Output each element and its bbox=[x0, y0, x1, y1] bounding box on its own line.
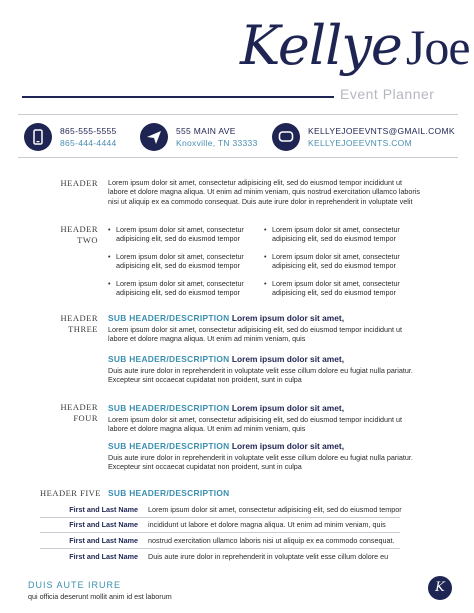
section-header-four-line2: FOUR bbox=[73, 413, 98, 423]
section-one-text: Lorem ipsum dolor sit amet, consectetur adipisicing elit, sed do eiusmod tempor incididunt ut labore et dolore magna aliqua. Ut enim ad minim veniam, quis nostrud exercitation ullamco laboris nisi ut aliquip ex ea commodo consequat. Duis aute irure dolor in reprehenderit in voluptate velit bbox=[108, 178, 421, 206]
reference-text: nostrud exercitation ullamco laboris nisi ut aliquip ex ea commodo consequat. bbox=[148, 536, 395, 545]
send-icon bbox=[140, 123, 168, 151]
phone-primary[interactable]: 865-555-5555 bbox=[60, 126, 117, 136]
monogram-logo bbox=[428, 576, 452, 600]
last-name: Joe bbox=[405, 19, 470, 75]
sub-header-label: SUB HEADER/DESCRIPTION bbox=[108, 488, 230, 498]
list-item: • Lorem ipsum dolor sit amet, consectetur adipisicing elit, sed do eiusmod tempor bbox=[264, 252, 412, 271]
section-header-three-line2: THREE bbox=[68, 324, 98, 334]
contact-address bbox=[140, 121, 270, 153]
sub-header-lead: Lorem ipsum dolor sit amet, bbox=[231, 403, 345, 413]
website-link[interactable]: KELLYEJOEEVNTS.COM bbox=[308, 138, 412, 148]
address-city: Knoxville, TN 33333 bbox=[176, 138, 258, 148]
entry-text: Lorem ipsum dolor sit amet, consectetur adipisicing elit, sed do eiusmod tempor incididunt ut labore et dolore magna aliqua. Ut enim ad minim veniam, quis bbox=[108, 325, 403, 344]
header-rule bbox=[22, 96, 334, 98]
list-item: • Lorem ipsum dolor sit amet, consectetur adipisicing elit, sed do eiusmod tempor bbox=[108, 252, 256, 271]
sub-header bbox=[108, 441, 344, 452]
contact-phone bbox=[24, 121, 154, 153]
section-header-three bbox=[40, 313, 98, 335]
phone-icon bbox=[24, 123, 52, 151]
first-name: Kellye bbox=[240, 14, 402, 77]
address-street: 555 MAIN AVE bbox=[176, 126, 236, 136]
chat-icon bbox=[272, 123, 300, 151]
entry-text: Lorem ipsum dolor sit amet, consectetur adipisicing elit, sed do eiusmod tempor incididunt ut labore et dolore magna aliqua. Ut enim ad minim veniam, quis bbox=[108, 415, 403, 434]
reference-name: First and Last Name bbox=[69, 536, 138, 545]
list-item: • Lorem ipsum dolor sit amet, consectetur adipisicing elit, sed do eiusmod tempor bbox=[264, 279, 412, 298]
entry-text: Duis aute irure dolor in reprehenderit in voluptate velit esse cillum dolore eu fugiat nulla pariatur. Excepteur sint occaecat cupidatat non proident, sunt in culpa bbox=[108, 366, 413, 385]
sub-header bbox=[108, 313, 344, 324]
list-item: • Lorem ipsum dolor sit amet, consectetur adipisicing elit, sed do eiusmod tempor bbox=[108, 279, 256, 298]
resume-name bbox=[240, 14, 470, 77]
footer-title: DUIS AUTE IRURE bbox=[28, 580, 122, 590]
section-header-two bbox=[40, 224, 98, 246]
sub-header-label: SUB HEADER/DESCRIPTION bbox=[108, 403, 230, 413]
sub-header-label: SUB HEADER/DESCRIPTION bbox=[108, 354, 230, 364]
section-header-one: HEADER bbox=[60, 178, 98, 188]
section-header-five: HEADER FIVE bbox=[40, 488, 101, 498]
sub-header-lead: Lorem ipsum dolor sit amet, bbox=[231, 313, 345, 323]
list-item: • Lorem ipsum dolor sit amet, consectetur adipisicing elit, sed do eiusmod tempor bbox=[108, 225, 256, 244]
sub-header-lead: Lorem ipsum dolor sit amet, bbox=[231, 354, 345, 364]
sub-header bbox=[108, 488, 230, 499]
entry-text: Duis aute irure dolor in reprehenderit in voluptate velit esse cillum dolore eu fugiat nulla pariatur. Excepteur sint occaecat cupidatat non proident, sunt in culpa bbox=[108, 453, 413, 472]
list-item: • Lorem ipsum dolor sit amet, consectetur adipisicing elit, sed do eiusmod tempor bbox=[264, 225, 412, 244]
reference-text: Lorem ipsum dolor sit amet, consectetur adipisicing elit, sed do eiusmod tempor bbox=[148, 505, 402, 514]
reference-name: First and Last Name bbox=[69, 552, 138, 561]
divider bbox=[40, 532, 400, 533]
reference-name: First and Last Name bbox=[69, 520, 138, 529]
reference-name: First and Last Name bbox=[69, 505, 138, 514]
sub-header-label: SUB HEADER/DESCRIPTION bbox=[108, 441, 230, 451]
contact-bar bbox=[18, 114, 458, 158]
sub-header bbox=[108, 354, 344, 365]
footer-text: qui officia deserunt mollit anim id est laborum bbox=[28, 592, 172, 601]
section-header-four-line1: HEADER bbox=[60, 402, 98, 412]
phone-secondary[interactable]: 865-444-4444 bbox=[60, 138, 117, 148]
email-link[interactable]: KELLYEJOEEVNTS@GMAIL.COMK bbox=[308, 126, 455, 136]
sub-header-lead: Lorem ipsum dolor sit amet, bbox=[231, 441, 345, 451]
divider bbox=[40, 517, 400, 518]
sub-header bbox=[108, 403, 344, 414]
sub-header-label: SUB HEADER/DESCRIPTION bbox=[108, 313, 230, 323]
divider bbox=[40, 548, 400, 549]
section-header-two-line2: TWO bbox=[77, 235, 98, 245]
reference-text: incididunt ut labore et dolore magna aliqua. Ut enim ad minim veniam, quis bbox=[148, 520, 386, 529]
reference-text: Duis aute irure dolor in reprehenderit in voluptate velit esse cillum dolore eu bbox=[148, 552, 389, 561]
job-title: Event Planner bbox=[340, 86, 435, 102]
contact-web bbox=[272, 121, 458, 153]
monogram-letter: K bbox=[435, 580, 445, 595]
section-header-two-line1: HEADER bbox=[60, 224, 98, 234]
section-header-three-line1: HEADER bbox=[60, 313, 98, 323]
section-header-four bbox=[40, 402, 98, 424]
